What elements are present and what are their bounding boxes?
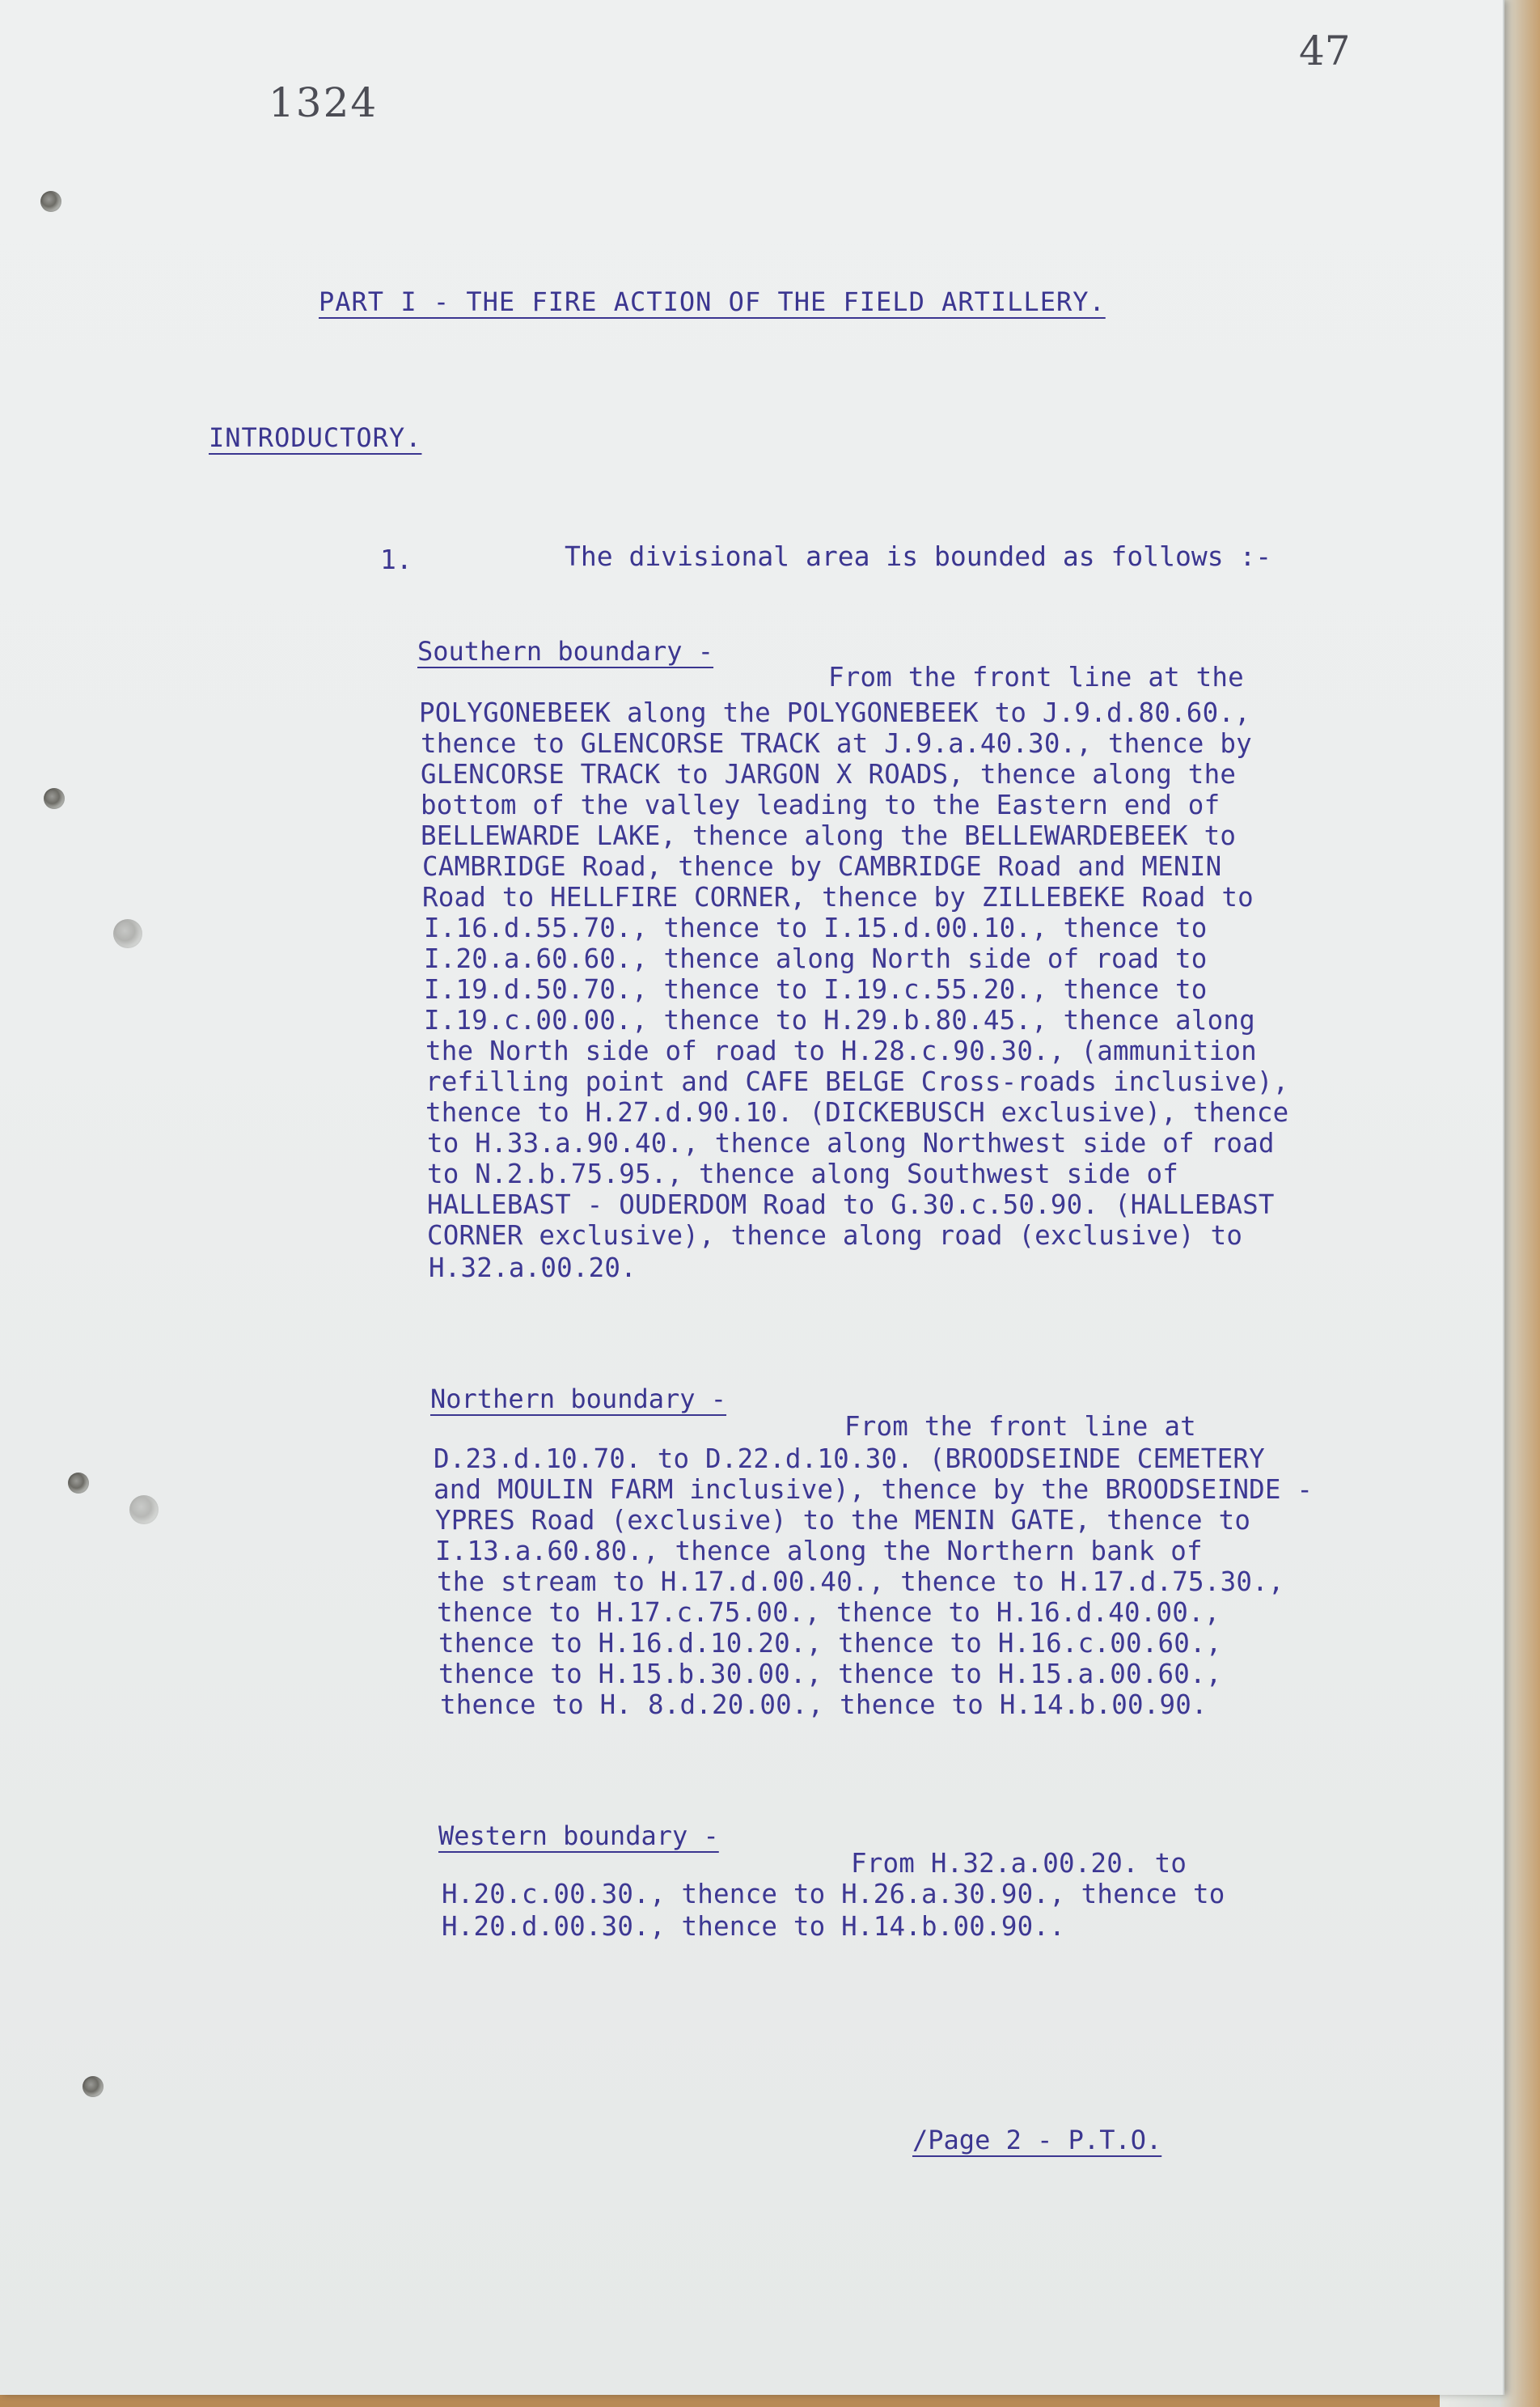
southern-line: bottom of the valley leading to the Eastern end of	[421, 790, 1221, 820]
southern-line: POLYGONEBEEK along the POLYGONEBEEK to J.9.d.80.60.,	[419, 697, 1250, 728]
northern-line: YPRES Road (exclusive) to the MENIN GATE, thence to	[435, 1505, 1251, 1536]
northern-line: D.23.d.10.70. to D.22.d.10.30. (BROODSEINDE CEMETERY	[434, 1443, 1265, 1474]
punch-hole-mark	[113, 919, 142, 948]
southern-line: I.19.c.00.00., thence to H.29.b.80.45., thence along	[424, 1005, 1255, 1036]
northern-line: and MOULIN FARM inclusive), thence by the BROODSEINDE -	[434, 1474, 1314, 1505]
southern-line: I.20.a.60.60., thence along North side of road to	[424, 943, 1208, 974]
punch-hole	[68, 1473, 89, 1494]
folio-number: 47	[1299, 28, 1351, 74]
southern-line: HALLEBAST - OUDERDOM Road to G.30.c.50.90. (HALLEBAST	[427, 1189, 1275, 1220]
southern-line: CAMBRIDGE Road, thence by CAMBRIDGE Road and MENIN	[422, 851, 1222, 882]
western-line: H.20.d.00.30., thence to H.14.b.00.90..	[442, 1911, 1065, 1942]
western-boundary-heading: Western boundary -	[438, 1820, 719, 1851]
northern-line: the stream to H.17.d.00.40., thence to H.17.d.75.30.,	[437, 1566, 1284, 1597]
page-title: PART I - THE FIRE ACTION OF THE FIELD ARTILLERY.	[319, 286, 1106, 317]
page-footer-pto: /Page 2 - P.T.O.	[912, 2125, 1162, 2155]
northern-line: From the front line at	[844, 1411, 1196, 1442]
punch-hole-mark	[129, 1495, 159, 1524]
southern-line: From the front line at the	[828, 662, 1244, 693]
southern-line: Road to HELLFIRE CORNER, thence by ZILLEBEKE Road to	[422, 882, 1254, 913]
southern-line: refilling point and CAFE BELGE Cross-roads inclusive),	[425, 1066, 1289, 1097]
punch-hole	[44, 788, 65, 809]
file-number: 1324	[269, 79, 379, 126]
northern-line: thence to H.15.b.30.00., thence to H.15.a.00.60.,	[438, 1659, 1222, 1689]
paragraph-number: 1.	[380, 544, 412, 575]
southern-boundary-heading: Southern boundary -	[417, 636, 714, 667]
southern-line: CORNER exclusive), thence along road (exclusive) to	[427, 1220, 1243, 1251]
punch-hole	[40, 191, 61, 212]
western-line: H.20.c.00.30., thence to H.26.a.30.90., thence to	[442, 1879, 1225, 1909]
southern-line: thence to GLENCORSE TRACK at J.9.a.40.30., thence by	[421, 728, 1252, 759]
northern-line: thence to H.17.c.75.00., thence to H.16.d.40.00.,	[437, 1597, 1221, 1628]
western-line: From H.32.a.00.20. to	[851, 1848, 1187, 1879]
northern-boundary-heading: Northern boundary -	[430, 1384, 727, 1414]
southern-line: thence to H.27.d.90.10. (DICKEBUSCH exclusive), thence	[425, 1097, 1289, 1128]
southern-line: H.32.a.00.20.	[429, 1252, 637, 1283]
southern-line: to N.2.b.75.95., thence along Southwest side of	[427, 1159, 1179, 1189]
southern-line: I.19.d.50.70., thence to I.19.c.55.20., thence to	[424, 974, 1208, 1005]
southern-line: I.16.d.55.70., thence to I.15.d.00.10., thence to	[424, 913, 1208, 943]
punch-hole	[82, 2076, 104, 2097]
northern-line: thence to H. 8.d.20.00., thence to H.14.b.00.90.	[440, 1689, 1208, 1720]
northern-line: thence to H.16.d.10.20., thence to H.16.c.00.60.,	[438, 1628, 1222, 1659]
southern-line: the North side of road to H.28.c.90.30., (ammunition	[425, 1036, 1257, 1066]
southern-line: BELLEWARDE LAKE, thence along the BELLEWARDEBEEK to	[421, 820, 1237, 851]
southern-line: to H.33.a.90.40., thence along Northwest side of road	[427, 1128, 1275, 1159]
section-heading: INTRODUCTORY.	[209, 422, 422, 453]
northern-line: I.13.a.60.80., thence along the Northern bank of	[435, 1536, 1203, 1566]
intro-sentence: The divisional area is bounded as follows :-	[565, 540, 1272, 572]
southern-line: GLENCORSE TRACK to JARGON X ROADS, thence along the	[421, 759, 1237, 790]
